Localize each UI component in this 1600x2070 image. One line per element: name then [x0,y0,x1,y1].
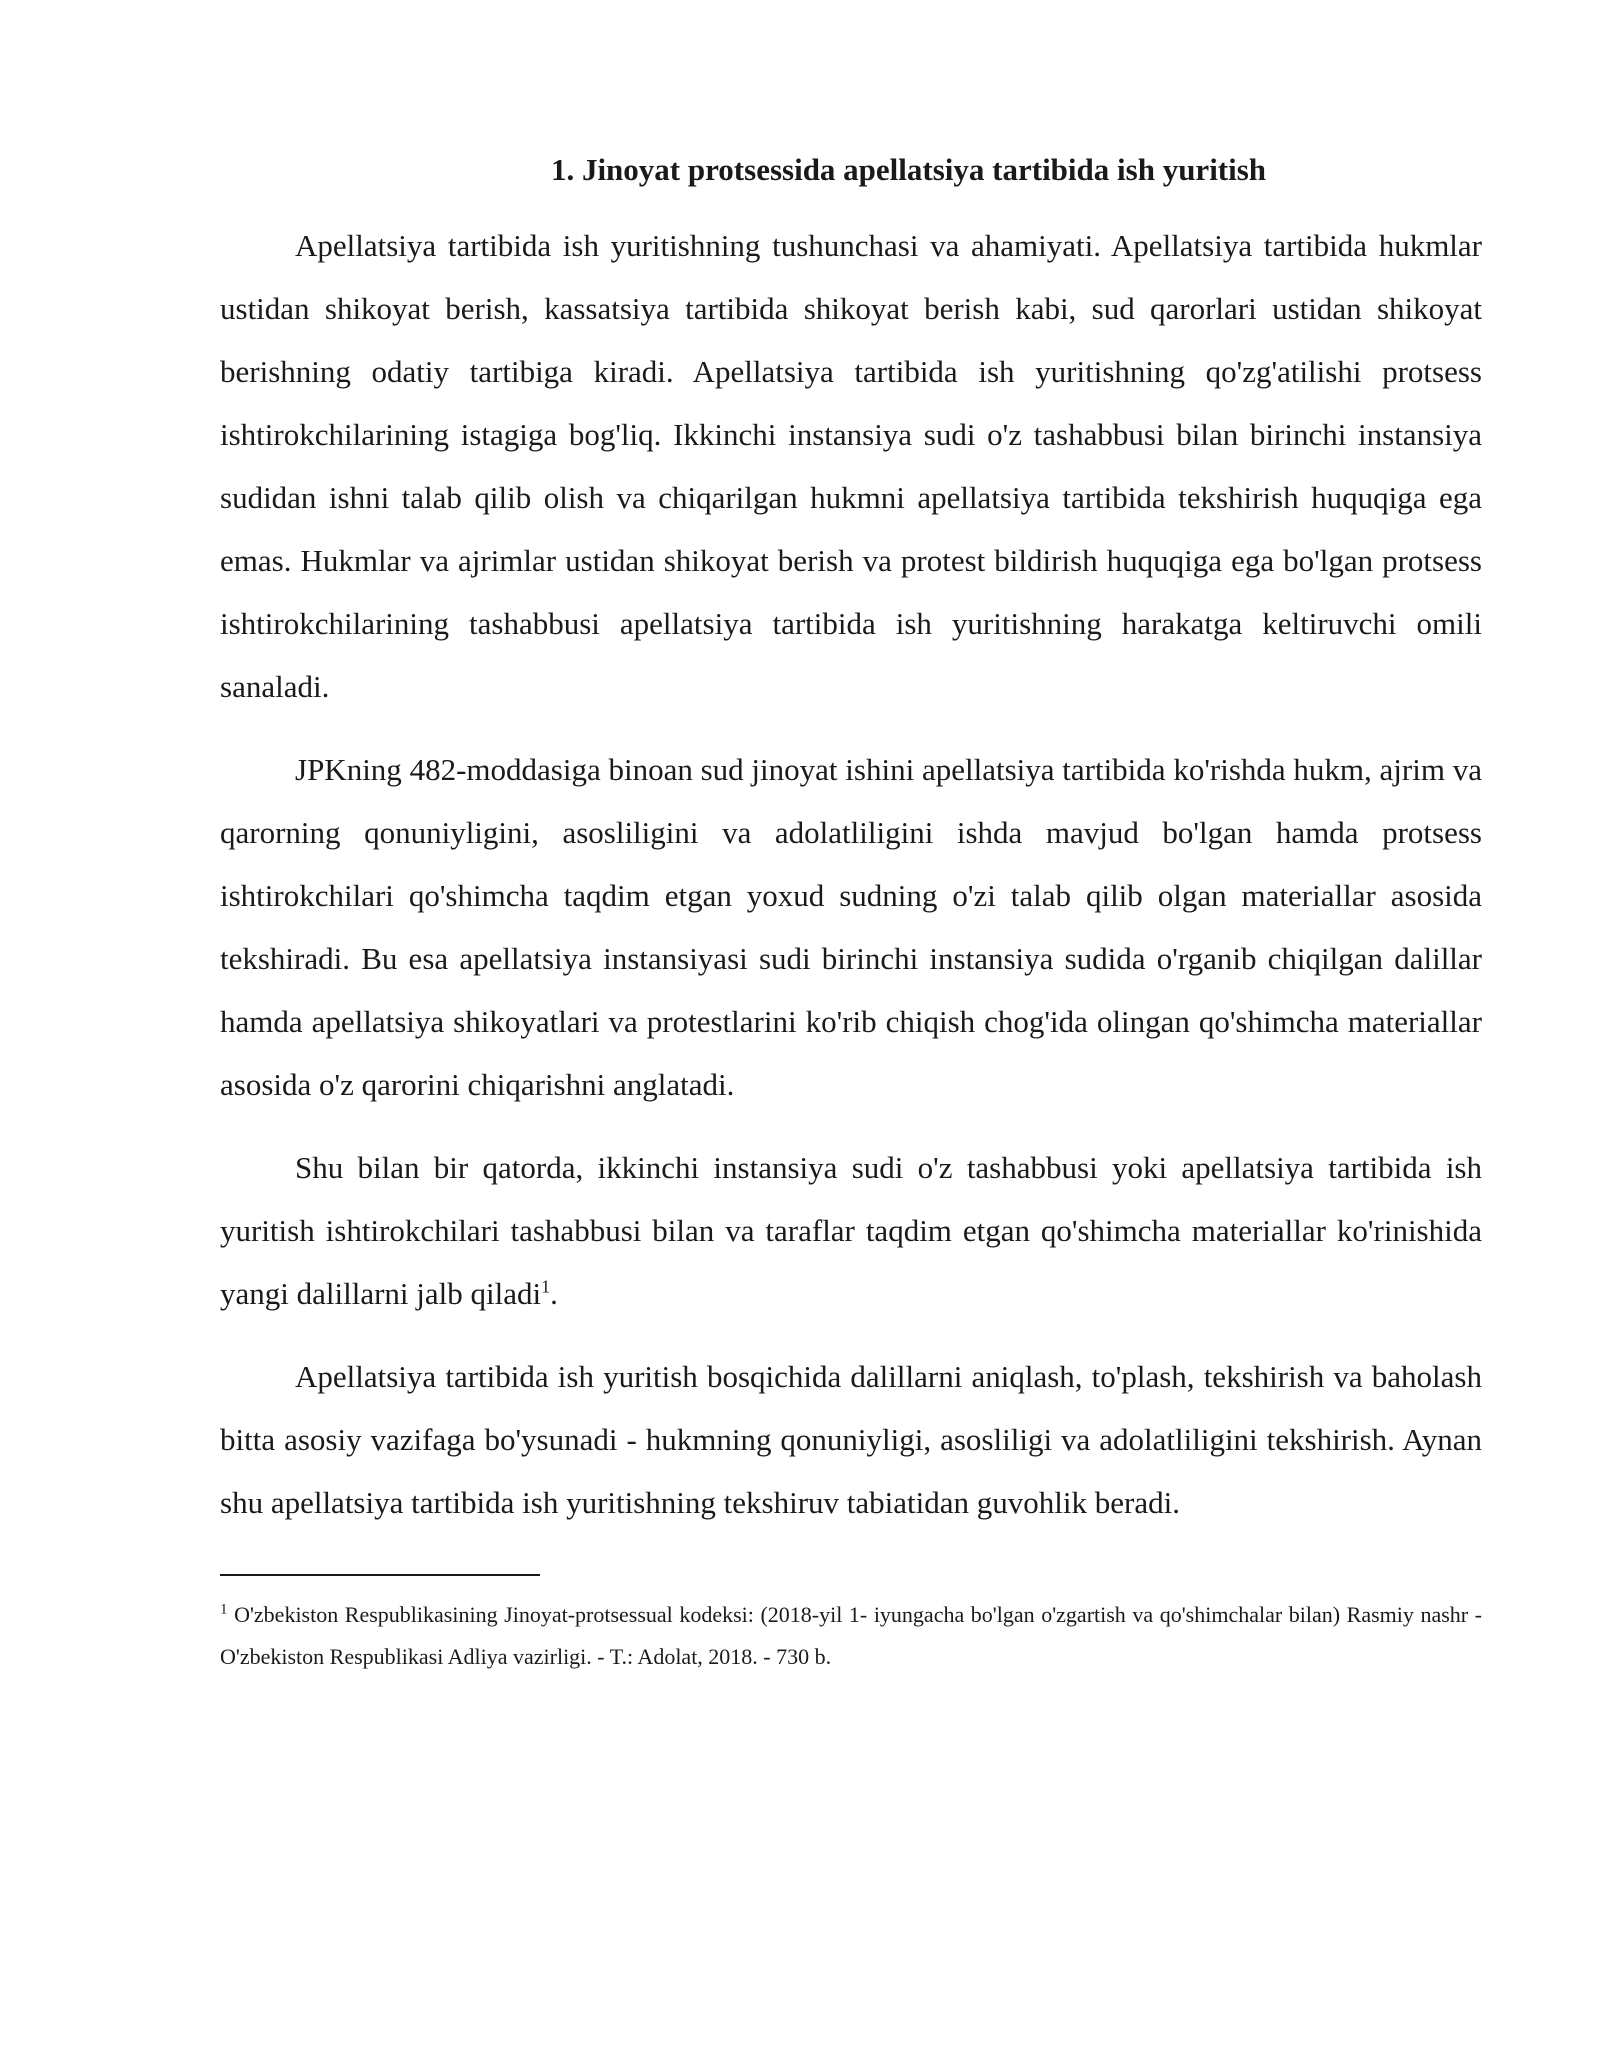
section-heading: 1. Jinoyat protsessida apellatsiya tartibida ish yuritish [550,152,1267,187]
footnote-text: O'zbekiston Respublikasining Jinoyat-protsessual kodeksi: (2018-yil 1- iyungacha bo'lgan o'zgartish va qo'shimchalar bilan) Rasmiy nashr - O'zbekiston Respublikasi Adliya vazirligi. - T.: Adolat, 2018. - 730 b. [220,1602,1482,1669]
paragraph-2: JPKning 482-moddasiga binoan sud jinoyat ishini apellatsiya tartibida ko'rishda hukm, ajrim va qarorning qonuniyligini, asosliligini va adolatliligini ishda mavjud bo'lgan hamda protsess ishtirokchilari qo'shimcha taqdim etgan yoxud sudning o'zi talab qilib olgan materiallar asosida tekshiradi. Bu esa apellatsiya instansiyasi sudi birinchi instansiya sudida o'rganib chiqilgan dalillar hamda apellatsiya shikoyatlari va protestlarini ko'rib chiqish chog'ida olingan qo'shimcha materiallar asosida o'z qarorini chiqarishni anglatadi. [220,752,1482,1102]
footnote-number: 1 [220,1601,228,1618]
paragraph-1: Apellatsiya tartibida ish yuritishning tushunchasi va ahamiyati. Apellatsiya tartibida hukmlar ustidan shikoyat berish, kassatsiya tartibida shikoyat berish kabi, sud qarorlari ustidan shikoyat berishning odatiy tartibiga kiradi. Apellatsiya tartibida ish yuritishning qo'zg'atilishi protsess ishtirokchilarining istagiga bog'liq. Ikkinchi instansiya sudi o'z tashabbusi bilan birinchi instansiya sudidan ishni talab qilib olish va chiqarilgan hukmni apellatsiya tartibida tekshirish huquqiga ega emas. Hukmlar va ajrimlar ustidan shikoyat berish va protest bildirish huquqiga ega bo'lgan protsess ishtirokchilarining tashabbusi apellatsiya tartibida ish yuritishning harakatga keltiruvchi omili sanaladi. [220,228,1482,704]
paragraph-3-text: Shu bilan bir qatorda, ikkinchi instansiya sudi o'z tashabbusi yoki apellatsiya tartibida ish yuritish ishtirokchilari tashabbusi bilan va taraflar taqdim etgan qo'shimcha materiallar ko'rinishida yangi dalillarni jalb qiladi [220,1150,1482,1311]
document-page [220,148,1482,1678]
paragraph-4: Apellatsiya tartibida ish yuritish bosqichida dalillarni aniqlash, to'plash, tekshirish va baholash bitta asosiy vazifaga bo'ysunadi - hukmning qonuniyligi, asosliligi va adolatliligini tekshirish. Aynan shu apellatsiya tartibida ish yuritishning tekshiruv tabiatidan guvohlik beradi. [220,1359,1482,1520]
footnote-separator [220,1574,540,1576]
footnote-reference[interactable]: 1 [541,1276,551,1297]
paragraph-3 [220,1136,1482,1325]
paragraph-3-trailing: . [550,1276,558,1311]
footnote [220,1594,1482,1678]
